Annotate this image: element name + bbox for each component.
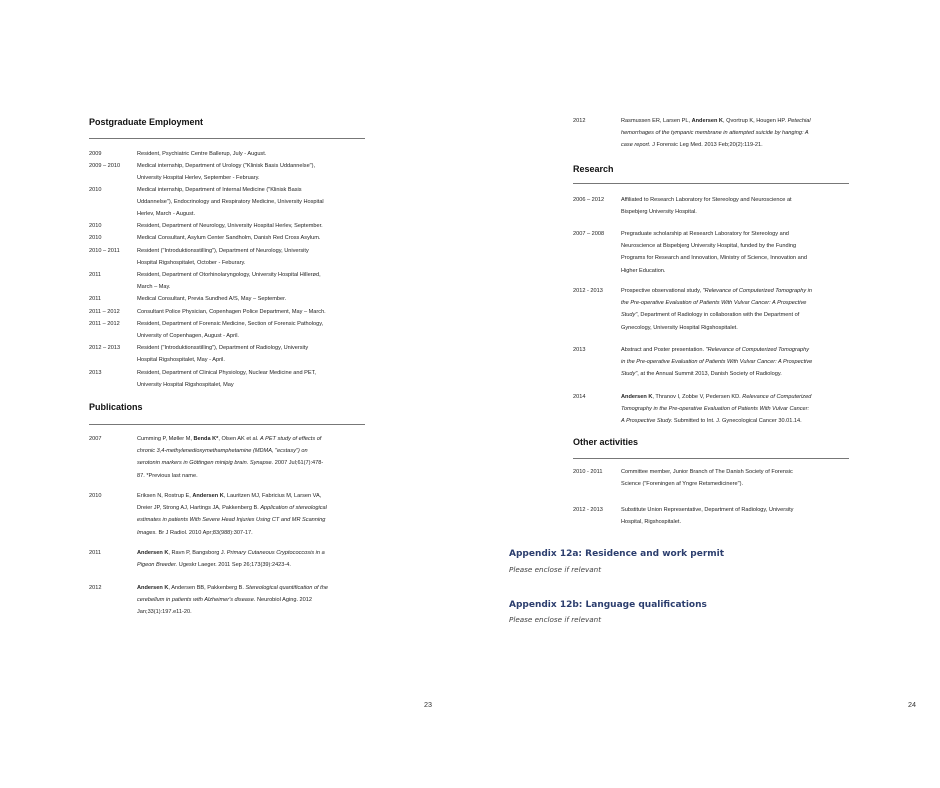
entry-line — [621, 206, 861, 218]
text-run: the Pre-operative Evaluation of Patients With Vulvar Cancer: A Prospective — [621, 300, 807, 307]
entry-line — [621, 297, 861, 309]
text-run: serotonin markers in Göttingen minipig brain. Synapse. — [137, 460, 274, 467]
entry-text — [621, 194, 861, 218]
entry-text — [137, 293, 377, 305]
appendix-12a-note: Please enclose if relevant — [509, 565, 602, 574]
text-run: A Prospective Study. — [621, 418, 673, 425]
entry-date: 2010 — [89, 223, 102, 229]
entry-text — [137, 306, 377, 318]
entry-line: Medical internship, Department of Urology ("Klinisk Basis Uddannelse"), — [137, 163, 316, 169]
entry-line — [621, 115, 861, 127]
entry-line — [621, 194, 861, 206]
text-run: , Andersen BB, Pakkenberg B. — [168, 585, 246, 591]
entry-date: 2006 – 2012 — [573, 197, 605, 203]
entry-line: March – May. — [137, 284, 171, 291]
text-run: Programs for Research and Innovation, Ministry of Science, Innovation and — [621, 255, 807, 262]
text-run: J Forensic Leg Med. 2013 Feb;20(2):119-21. — [650, 142, 763, 149]
appendix-12b-note: Please enclose if relevant — [509, 615, 602, 624]
text-run: 87. *Previous last name. — [137, 472, 198, 479]
entry-date: 2010 — [89, 493, 102, 499]
text-run: Andersen K — [137, 550, 169, 556]
entry-line — [137, 470, 377, 482]
text-run: Stereological quantification of the — [245, 585, 328, 591]
text-run: Affiliated to Research Laboratory for Stereology and Neuroscience at — [621, 197, 792, 203]
entry-line — [137, 547, 377, 559]
section-divider — [89, 138, 365, 139]
text-run: 2007 Jul;61(7):478- — [273, 460, 324, 467]
entry-line — [621, 309, 861, 321]
entry-text — [137, 160, 377, 184]
text-run: , Department of Radiology in collaboration with the Department of — [637, 312, 800, 319]
text-run: cerebellum in patients with Alzheimer's disease. — [137, 597, 256, 604]
entry-line — [621, 344, 861, 356]
entry-text — [621, 466, 861, 490]
entry-line — [137, 457, 377, 469]
entry-line — [621, 403, 861, 415]
text-run: "Relevance of Computerized Tomography in — [702, 288, 813, 294]
entry-text — [621, 285, 861, 334]
entry-date: 2012 — [573, 118, 586, 124]
entry-date: 2010 – 2011 — [89, 248, 120, 254]
entry-text — [137, 582, 377, 619]
entry-line: Medical Consultant, Asylum Center Sandholm, Danish Red Cross Asylum. — [137, 235, 321, 241]
text-run: Hospital, Rigshospitalet. — [621, 519, 682, 526]
text-run: Higher Education. — [621, 267, 666, 274]
entry-line — [621, 466, 861, 478]
text-run: Andersen K — [691, 118, 723, 124]
text-run: Pigeon Breeder. — [137, 562, 178, 569]
text-run: estimates in patients With Severe Head Injuries Using CT and MR Scanning — [137, 517, 326, 524]
entry-line — [621, 368, 861, 380]
entry-date: 2011 – 2012 — [89, 321, 120, 327]
text-run: Images. — [137, 529, 157, 536]
entry-date: 2012 — [89, 585, 102, 591]
text-run: Pregraduate scholarship at Research Laboratory for Stereology and — [621, 231, 789, 237]
entry-line: Consultant Police Physician, Copenhagen Police Department, May – March. — [137, 309, 326, 315]
entry-line: Resident ("Introduktionsstilling"), Department of Neurology, University — [137, 248, 309, 254]
text-run: Study" — [621, 312, 638, 319]
entry-line — [137, 527, 377, 539]
entry-line — [137, 594, 377, 606]
text-run: Neuroscience at Bispebjerg University Hospital, funded by the Funding — [621, 243, 797, 250]
text-run: Jan;33(1):197.e11-20. — [137, 609, 192, 616]
text-run: Primary Cutaneous Cryptococcosis in a — [226, 550, 325, 556]
text-run: "Relevance of Computerized Tomography — [705, 347, 810, 353]
entry-line — [621, 356, 861, 368]
text-run: Dreier JP, Strong AJ, Hartings JA, Pakkenberg B. — [137, 505, 261, 512]
entry-date: 2012 - 2013 — [573, 288, 603, 294]
text-run: Br J Radiol. 2010 Apr;83(988):307-17. — [156, 529, 253, 536]
text-run: case report. — [621, 142, 651, 149]
text-run: Study" — [621, 371, 638, 378]
entry-line — [621, 139, 861, 151]
entry-line — [137, 606, 377, 618]
text-run: Substitute Union Representative, Department of Radiology, University — [621, 507, 794, 513]
text-run: Bispebjerg University Hospital. — [621, 209, 697, 216]
text-run: Committee member, Junior Branch of The Danish Society of Forensic — [621, 469, 793, 475]
entry-date: 2007 – 2008 — [573, 231, 605, 237]
entry-text — [137, 433, 377, 482]
entry-line — [621, 228, 861, 240]
section-divider — [89, 424, 365, 425]
entry-line: Resident, Psychiatric Centre Ballerup, July - August. — [137, 151, 267, 157]
text-run: Eriksen N, Rostrup E, — [137, 493, 193, 499]
text-run: in the Pre-operative Evaluation of Patients With Vulvar Cancer: A Prospective — [621, 359, 813, 366]
entry-line — [137, 445, 377, 457]
entry-line — [621, 391, 861, 403]
entry-line: University Hospital Rigshospitalet, May — [137, 382, 234, 389]
entry-date: 2012 - 2013 — [573, 507, 603, 513]
section-heading-research: Research — [573, 164, 614, 174]
text-run: Abstract and Poster presentation. — [621, 347, 706, 353]
text-run: Rasmussen ER, Larsen PL, — [621, 118, 692, 124]
text-run: Science ("Foreningen af Yngre Retsmedicinere"). — [621, 481, 744, 488]
entry-line: Uddannelse"), Endocrinology and Respiratory Medicine, University Hospital — [137, 199, 324, 206]
section-heading-employment: Postgraduate Employment — [89, 117, 204, 127]
text-run: Petechial — [787, 118, 811, 124]
entry-date: 2010 - 2011 — [573, 469, 603, 475]
entry-line — [621, 516, 861, 528]
text-run: , Thranov I, Zobbe V, Pedersen KD. — [652, 394, 743, 400]
entry-date: 2011 — [89, 296, 102, 302]
entry-text — [137, 269, 377, 293]
entry-line: Hospital Rigshospitalet, October - Feburary. — [137, 260, 246, 267]
entry-line — [621, 127, 861, 139]
entry-text — [621, 391, 861, 428]
entry-date: 2009 — [89, 151, 102, 157]
entry-date: 2011 — [89, 272, 102, 278]
text-run: , Ravn P, Bangsborg J. — [168, 550, 227, 556]
entry-line: Herlev, March - August. — [137, 211, 196, 218]
entry-text — [621, 228, 861, 277]
entry-line: Resident, Department of Otorhinolaryngology, University Hospital Hillerød, — [137, 272, 321, 278]
section-divider — [573, 183, 849, 184]
text-run: chronic 3,4-methylenedioxymethamphetamine (MDMA, "ecstasy") on — [137, 448, 308, 455]
entry-line — [621, 252, 861, 264]
text-run: Andersen K — [137, 585, 169, 591]
entry-text — [137, 342, 377, 366]
entry-line — [137, 502, 377, 514]
entry-text — [137, 318, 377, 342]
entry-date: 2012 – 2013 — [89, 345, 121, 351]
entry-line — [137, 514, 377, 526]
text-run: Neurobiol Aging. 2012 — [255, 597, 312, 604]
text-run: Application of stereological — [260, 505, 327, 512]
entry-line — [621, 415, 861, 427]
text-run: , Lauritzen MJ, Fabricius M, Larsen VA, — [223, 493, 322, 499]
entry-text — [137, 547, 377, 571]
entry-date: 2013 — [573, 347, 586, 353]
text-run: Ugeskr Laeger. 2011 Sep 26;173(39):2423-4. — [177, 562, 291, 569]
entry-text — [137, 232, 377, 244]
appendix-12a-title: Appendix 12a: Residence and work permit — [509, 549, 725, 559]
entry-text — [621, 115, 861, 152]
entry-line: University Hospital Herlev, September - February. — [137, 175, 260, 182]
entry-line — [621, 478, 861, 490]
entry-line — [137, 490, 377, 502]
text-run: A PET study of effects of — [260, 436, 322, 442]
text-run: , Olsen AK et al. — [218, 436, 261, 442]
entry-line: Resident ("Introduktionsstilling"), Department of Radiology, University — [137, 345, 309, 351]
text-run: , Qvortrup K, Hougen HP. — [722, 118, 788, 124]
entry-line — [621, 285, 861, 297]
text-run: Tomography in the Pre-operative Evaluation of Patients With Vulvar Cancer: — [621, 406, 810, 413]
entry-date: 2009 – 2010 — [89, 163, 121, 169]
text-run: hemorrhages of the tympanic membrane in attempted suicide by hanging: A — [621, 130, 809, 137]
entry-date: 2010 — [89, 235, 102, 241]
entry-text — [137, 245, 377, 269]
entry-date: 2014 — [573, 394, 586, 400]
entry-line — [621, 504, 861, 516]
entry-line — [621, 240, 861, 252]
entry-date: 2010 — [89, 187, 102, 193]
text-run: Benda K* — [193, 436, 219, 442]
entry-line — [137, 582, 377, 594]
entry-line: Resident, Department of Forensic Medicine, Section of Forensic Pathology, — [137, 321, 324, 327]
entry-line: Hospital Rigshospitalet, May - April. — [137, 357, 225, 364]
entry-date: 2013 — [89, 370, 102, 376]
section-divider — [573, 458, 849, 459]
page-number: 24 — [908, 700, 916, 709]
right-page — [470, 0, 940, 788]
text-run: Gynecology, University Hospital Rigshospitalet. — [621, 324, 738, 331]
appendix-12b-title: Appendix 12b: Language qualifications — [509, 600, 707, 610]
text-run: Cumming P, Møller M, — [137, 436, 194, 442]
section-heading-publications: Publications — [89, 402, 143, 412]
entry-line — [621, 322, 861, 334]
text-run: Submitted to Int. J. Gynecological Cancer 30.01.14. — [672, 418, 802, 425]
text-run: Prospective observational study, — [621, 288, 703, 294]
entry-text — [137, 220, 377, 232]
entry-line: Resident, Department of Clinical Physiology, Nuclear Medicine and PET, — [137, 370, 316, 376]
entry-text — [621, 344, 861, 381]
section-heading-other-activities: Other activities — [573, 437, 639, 447]
entry-line — [137, 559, 377, 571]
entry-line: Medical Consultant, Previa Sundhed A/S, May – September. — [137, 296, 287, 302]
entry-text — [621, 504, 861, 528]
text-run: , at the Annual Summit 2013, Danish Society of Radiology. — [637, 371, 782, 378]
entry-line — [137, 433, 377, 445]
entry-date: 2011 – 2012 — [89, 309, 120, 315]
text-run: Andersen K — [192, 493, 224, 499]
entry-date: 2011 — [89, 550, 102, 556]
entry-text — [137, 367, 377, 391]
entry-text — [137, 490, 377, 539]
entry-line: Resident, Department of Neurology, University Hospital Herlev, September. — [137, 223, 323, 229]
entry-date: 2007 — [89, 436, 102, 442]
text-run: Relevance of Computerized — [742, 394, 812, 400]
entry-line: Medical internship, Department of Internal Medicine ("Klinisk Basis — [137, 187, 302, 193]
text-run: Andersen K — [621, 394, 653, 400]
entry-line — [621, 265, 861, 277]
page-number: 23 — [424, 700, 432, 709]
entry-text — [137, 184, 377, 221]
entry-line: University of Copenhagen, August - April. — [137, 333, 239, 340]
entry-text — [137, 148, 377, 160]
